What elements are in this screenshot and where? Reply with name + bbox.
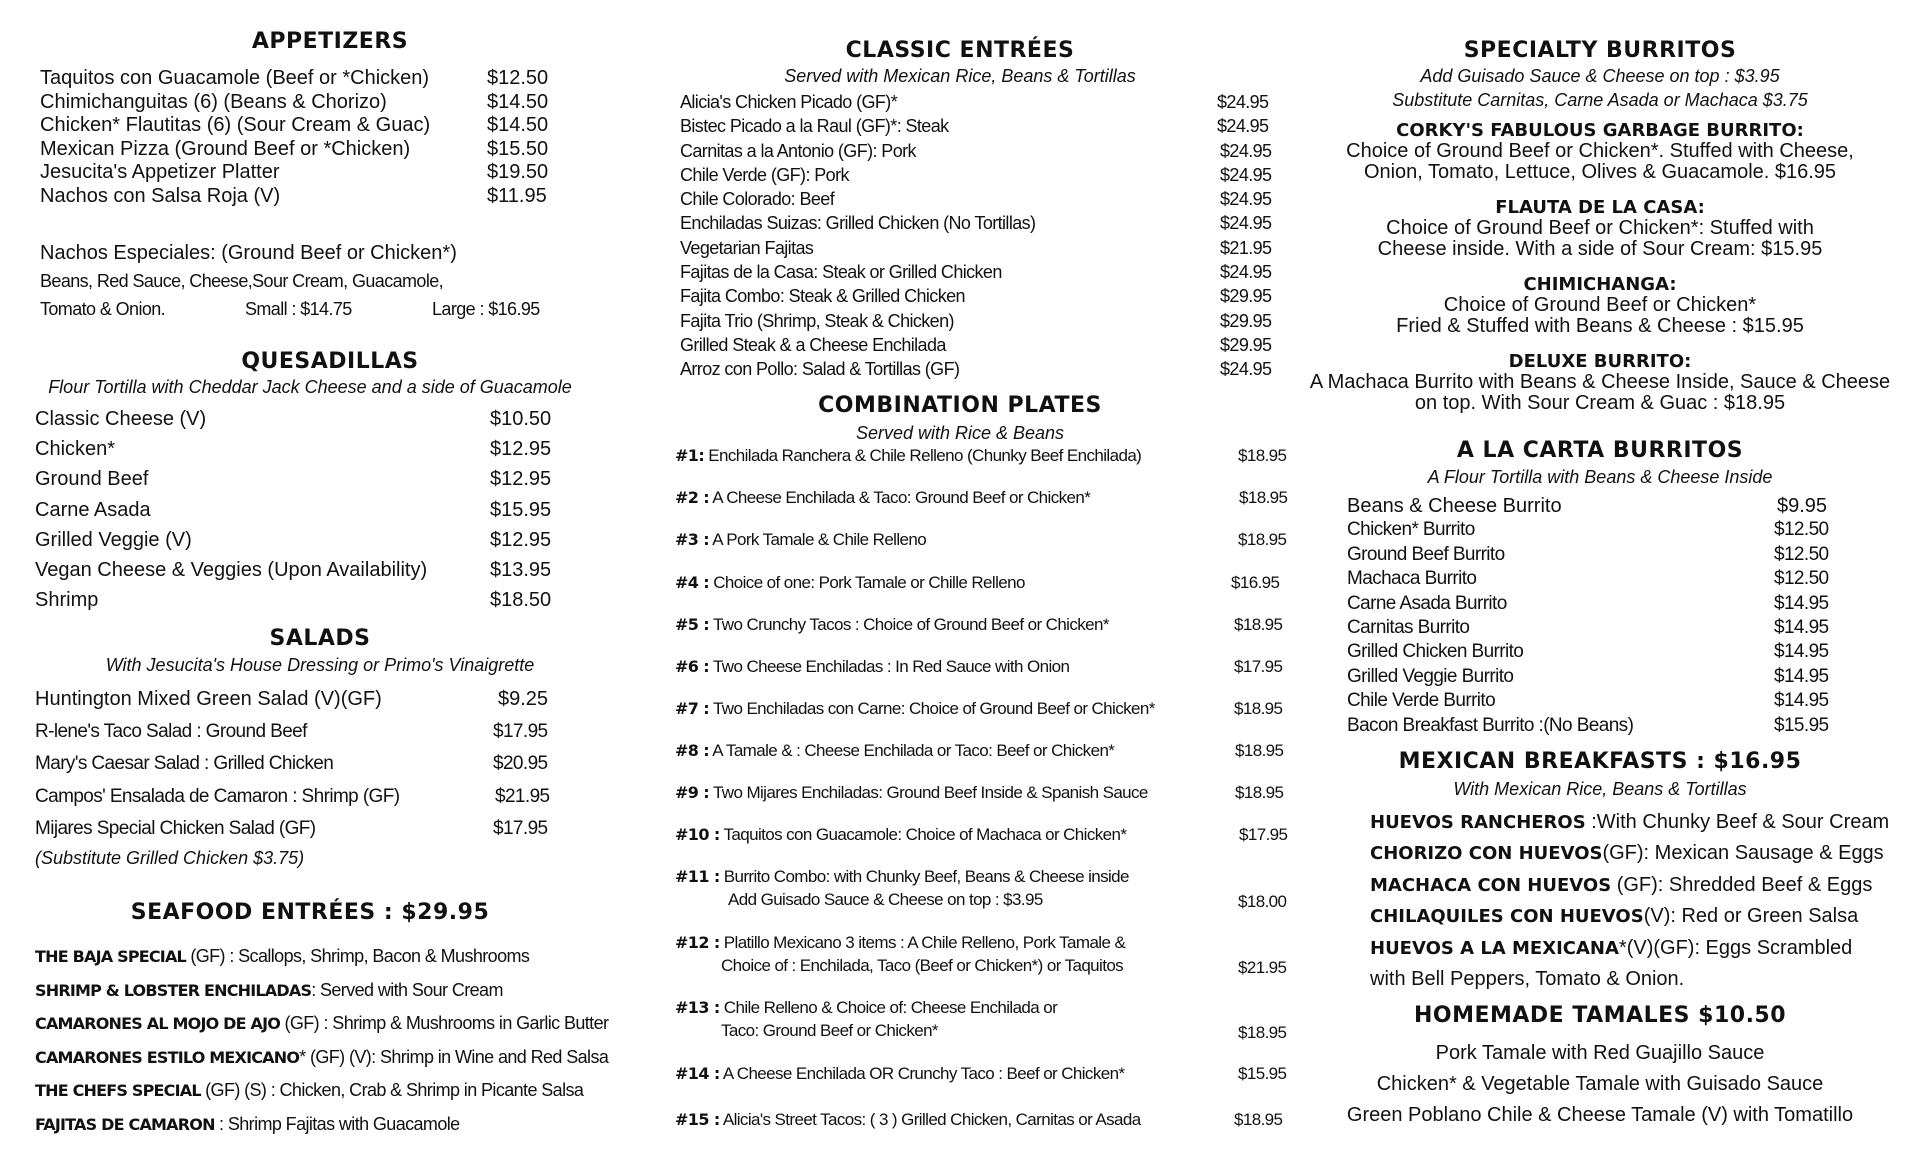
item-name: Vegan Cheese & Veggies (Upon Availability): [35, 559, 428, 582]
item-price: $24.95: [1220, 359, 1272, 380]
specialty-list: [1280, 121, 1920, 414]
item-name: Ground Beef Burrito: [1347, 543, 1505, 565]
combo-number: #14 :: [675, 1064, 720, 1083]
item-price: $19.50: [487, 161, 549, 184]
list-item: [35, 940, 635, 974]
item-price: $24.95: [1217, 92, 1269, 112]
item-name: HUEVOS A LA MEXICANA: [1370, 937, 1619, 959]
item-name: Grilled Chicken Burrito: [1347, 641, 1524, 663]
item-name: Mijares Special Chicken Salad (GF): [35, 818, 316, 839]
list-item: Pork Tamale with Red Guajillo Sauce: [1435, 1042, 1765, 1064]
item-price: $18.95: [1234, 699, 1283, 718]
list-item: [675, 573, 1025, 593]
item-name: Vegetarian Fajitas: [680, 237, 814, 258]
alacarta-subtitle: A Flour Tortilla with Beans & Cheese Inside: [1427, 467, 1773, 487]
item-desc: (GF): Shredded Beef & Eggs: [1611, 873, 1873, 896]
seafood-title: SEAFOOD ENTRÉES : $29.95: [130, 900, 490, 925]
item-price: $29.95: [1220, 310, 1272, 331]
combo-desc: Burrito Combo: with Chunky Beef, Beans & Cheese inside: [723, 867, 1129, 886]
list-item: [675, 699, 1155, 719]
item-name: Fajita Combo: Steak & Grilled Chicken: [680, 286, 965, 307]
item-price: $15.50: [487, 137, 549, 160]
item-price: $18.95: [1235, 783, 1284, 802]
item-name: Carnitas a la Antonio (GF): Pork: [680, 140, 916, 161]
combo-desc: Choice of one: Pork Tamale or Chille Relleno: [713, 573, 1025, 592]
list-item: [35, 1108, 635, 1142]
item-price: $10.50: [490, 408, 552, 430]
item-name: Classic Cheese (V): [35, 408, 207, 430]
quesadillas-title: QUESADILLAS: [241, 349, 419, 374]
item-name: Grilled Veggie (V): [35, 528, 192, 551]
list-item: [1347, 616, 1907, 640]
combo-desc: Platillo Mexicano 3 items : A Chile Relleno, Pork Tamale &: [723, 933, 1126, 952]
list-item: [675, 1064, 1124, 1084]
list-item: [680, 284, 1280, 308]
item-price: $24.95: [1220, 189, 1272, 210]
item-price: $20.95: [493, 753, 548, 774]
item-price: $12.95: [490, 468, 552, 491]
list-item: [680, 236, 1280, 260]
item-price: $24.95: [1220, 164, 1272, 185]
combos-subtitle: Served with Rice & Beans: [855, 423, 1065, 443]
combo-desc: Alicia's Street Tacos: ( 3 ) Grilled Chicken, Carnitas or Asada: [722, 1110, 1141, 1129]
combo-desc: A Pork Tamale & Chile Relleno: [712, 530, 927, 549]
combo-desc: Chile Relleno & Choice of: Cheese Enchilada or: [723, 998, 1058, 1017]
salads-subtitle: With Jesucita's House Dressing or Primo's Vinaigrette: [105, 655, 535, 675]
item-desc: :With Chunky Beef & Sour Cream: [1585, 811, 1890, 833]
item-name: CORKY'S FABULOUS GARBAGE BURRITO:: [1396, 120, 1804, 141]
appetizers-title: APPETIZERS: [251, 29, 409, 54]
list-item: [1347, 543, 1907, 567]
item-desc: (GF) (S) : Chicken, Crab & Shrimp in Picante Salsa: [200, 1080, 584, 1101]
list-item: [1347, 518, 1907, 542]
item-price: $15.95: [490, 498, 552, 521]
specialty-title: SPECIALTY BURRITOS: [1463, 38, 1737, 63]
item-desc: Onion, Tomato, Lettuce, Olives & Guacamole. $16.95: [1363, 161, 1837, 183]
combo-number: #4 :: [675, 573, 710, 592]
combo-number: #5 :: [675, 615, 710, 634]
item-name: Mexican Pizza (Ground Beef or *Chicken): [40, 137, 411, 160]
list-item: [35, 716, 615, 749]
item-price: $17.95: [1234, 657, 1283, 676]
item-price: $24.95: [1220, 140, 1272, 161]
item-name: Fajita Trio (Shrimp, Steak & Chicken): [680, 310, 954, 331]
list-item: [675, 530, 926, 550]
list-item: [1347, 665, 1907, 689]
list-item: [35, 683, 615, 716]
list-item: [35, 1074, 635, 1108]
nachos-especiales: Nachos Especiales: (Ground Beef or Chicken*): [40, 242, 457, 264]
breakfast-last-line: with Bell Peppers, Tomato & Onion.: [1370, 968, 1685, 991]
item-price: $11.95: [487, 184, 547, 207]
list-item: [1347, 494, 1907, 518]
item-price: $18.95: [1234, 615, 1283, 634]
item-desc: Choice of Ground Beef or Chicken*: [1443, 294, 1757, 316]
item-price: $12.50: [1774, 519, 1829, 541]
list-item: [1370, 838, 1920, 869]
item-name: Chicken* Burrito: [1347, 519, 1475, 541]
item-name: Mary's Caesar Salad : Grilled Chicken: [35, 753, 334, 774]
combo-desc: Two Mijares Enchiladas: Ground Beef Inside & Spanish Sauce: [712, 783, 1148, 802]
combo-desc: A Cheese Enchilada & Taco: Ground Beef or Chicken*: [712, 488, 1091, 507]
item-price: $18.95: [1235, 741, 1284, 760]
list-item: [35, 781, 615, 814]
seafood-list: [35, 940, 635, 1142]
item-name: Grilled Steak & a Cheese Enchilada: [680, 334, 946, 355]
list-item: [675, 615, 1109, 635]
item-desc: : Shrimp Fajitas with Guacamole: [214, 1113, 460, 1134]
item-name: Chile Verde (GF): Pork: [680, 164, 849, 185]
combos-title: COMBINATION PLATES: [818, 393, 1102, 418]
combo-number: #9 :: [675, 783, 710, 802]
list-item: [680, 357, 1280, 381]
list-item: [680, 139, 1280, 163]
list-item: [675, 783, 1148, 803]
combo-desc-line2: Taco: Ground Beef or Chicken*: [721, 1021, 938, 1040]
list-item: [1347, 592, 1907, 616]
item-price: $21.95: [1238, 958, 1287, 977]
classic-subtitle: Served with Mexican Rice, Beans & Tortillas: [784, 66, 1136, 86]
item-name: Campos' Ensalada de Camaron : Shrimp (GF): [35, 785, 400, 807]
list-item: [40, 114, 600, 138]
list-item: [680, 187, 1280, 211]
list-item: [35, 404, 615, 434]
item-desc: (GF) : Scallops, Shrimp, Bacon & Mushrooms: [185, 946, 530, 966]
item-desc: Choice of Ground Beef or Chicken*: Stuffed with: [1386, 217, 1814, 239]
nachos-large-price: Large : $16.95: [432, 299, 540, 319]
combo-desc-line2: Choice of : Enchilada, Taco (Beef or Chicken*) or Taquitos: [721, 956, 1124, 975]
item-price: $29.95: [1220, 286, 1272, 307]
list-item: [40, 67, 600, 91]
item-name: Chimichanguitas (6) (Beans & Chorizo): [40, 90, 387, 113]
item-name: Arroz con Pollo: Salad & Tortillas (GF): [680, 359, 960, 380]
item-price: $12.50: [1774, 543, 1829, 565]
breakfast-list: [1370, 807, 1920, 994]
item-price: $18.50: [490, 589, 552, 612]
item-desc: Fried & Stuffed with Beans & Cheese : $15.95: [1396, 315, 1804, 337]
item-name: Carne Asada: [35, 498, 151, 521]
item-price: $18.95: [1238, 1023, 1287, 1042]
item-name: Carnitas Burrito: [1347, 617, 1470, 639]
item-price: $15.95: [1774, 714, 1829, 736]
item-desc: on top. With Sour Cream & Guac : $18.95: [1414, 392, 1786, 414]
combo-number: #8 :: [675, 741, 710, 760]
item-price: $14.95: [1774, 690, 1829, 712]
item-name: Beans & Cheese Burrito: [1347, 495, 1562, 517]
item-name: Ground Beef: [35, 468, 149, 491]
item-price: $24.95: [1220, 213, 1272, 234]
middle-column: [640, 0, 1288, 1166]
combo-number: #7 :: [675, 699, 710, 718]
combo-number: #12 :: [675, 933, 720, 952]
combo-desc: Two Cheese Enchiladas : In Red Sauce with Onion: [712, 657, 1070, 676]
item-name: Enchiladas Suizas: Grilled Chicken (No Tortillas): [680, 213, 1036, 234]
list-item: [675, 741, 1114, 761]
item-price: $14.95: [1774, 617, 1829, 639]
item-name: Bacon Breakfast Burrito :(No Beans): [1347, 714, 1634, 736]
list-item: [40, 138, 600, 162]
item-price: $16.95: [1231, 573, 1280, 592]
item-price: $15.95: [1238, 1064, 1287, 1083]
item-desc: (GF): Mexican Sausage & Eggs: [1602, 842, 1884, 865]
list-item: [40, 91, 600, 115]
list-item: [1370, 901, 1920, 932]
list-item: [680, 333, 1280, 357]
item-name: Bistec Picado a la Raul (GF)*: Steak: [680, 116, 949, 137]
item-desc: Cheese inside. With a side of Sour Cream: $15.95: [1377, 238, 1823, 260]
item-price: $18.95: [1234, 1110, 1283, 1129]
item-name: Fajitas de la Casa: Steak or Grilled Chicken: [680, 262, 1002, 283]
item-name: HUEVOS RANCHEROS: [1370, 812, 1586, 833]
item-price: $14.95: [1774, 665, 1829, 687]
item-name: Nachos con Salsa Roja (V): [40, 184, 281, 207]
item-price: $18.00: [1238, 892, 1287, 911]
list-item: [35, 495, 615, 525]
combo-number: #3 :: [675, 530, 710, 549]
quesadillas-subtitle: Flour Tortilla with Cheddar Jack Cheese and a side of Guacamole: [48, 377, 572, 397]
item-name: Chicken* Flautitas (6) (Sour Cream & Guac): [40, 114, 431, 137]
classic-list: [680, 90, 1280, 382]
salads-list: [35, 683, 615, 846]
combo-number: #11 :: [675, 867, 720, 886]
item-price: $14.50: [487, 90, 549, 113]
item-desc: Choice of Ground Beef or Chicken*. Stuffed with Cheese,: [1346, 140, 1854, 162]
list-item: [35, 813, 615, 846]
item-name: CHORIZO CON HUEVOS: [1370, 843, 1603, 865]
item-price: $12.95: [490, 438, 552, 461]
right-column: [1280, 0, 1920, 1166]
item-name: R-lene's Taco Salad : Ground Beef: [35, 720, 307, 742]
item-desc: (V): Red or Green Salsa: [1643, 905, 1859, 928]
list-item: [675, 446, 1141, 466]
item-name: CHIMICHANGA:: [1523, 274, 1677, 295]
list-item: [35, 555, 615, 585]
list-item: [35, 434, 615, 464]
item-price: $24.95: [1217, 116, 1269, 137]
item-price: $29.95: [1220, 334, 1272, 355]
list-item: [40, 185, 600, 209]
item-name: CHILAQUILES CON HUEVOS: [1370, 906, 1644, 928]
list-item: [35, 974, 635, 1008]
item-price: $21.95: [495, 785, 550, 807]
left-column: [0, 0, 640, 1166]
item-price: $17.95: [1239, 825, 1288, 844]
item-name: Shrimp: [35, 589, 99, 612]
list-item: Green Poblano Chile & Cheese Tamale (V) with Tomatillo: [1346, 1104, 1854, 1126]
item-name: THE BAJA SPECIAL: [35, 947, 186, 966]
item-name: Carne Asada Burrito: [1347, 592, 1507, 614]
combo-desc-line2: Add Guisado Sauce & Cheese on top : $3.95: [728, 890, 1043, 909]
list-item: [680, 260, 1280, 284]
list-item: [1347, 640, 1907, 664]
specialty-subtitle: Add Guisado Sauce & Cheese on top : $3.95: [1420, 66, 1780, 86]
classic-title: CLASSIC ENTRÉES: [845, 38, 1075, 63]
list-item: [1347, 689, 1907, 713]
combo-desc: Taquitos con Guacamole: Choice of Machaca or Chicken*: [723, 825, 1127, 844]
item-name: FLAUTA DE LA CASA:: [1495, 197, 1705, 218]
item-name: Chile Colorado: Beef: [680, 189, 835, 210]
alacarta-title: A LA CARTA BURRITOS: [1456, 438, 1744, 463]
list-item: [35, 585, 615, 615]
list-item: [1370, 870, 1920, 901]
combo-desc: A Cheese Enchilada OR Crunchy Taco : Beef or Chicken*: [722, 1064, 1125, 1083]
list-item: [1347, 567, 1907, 591]
combo-desc: Two Enchiladas con Carne: Choice of Ground Beef or Chicken*: [712, 699, 1155, 718]
item-desc: (GF) : Shrimp & Mushrooms in Garlic Butter: [280, 1013, 609, 1034]
quesadillas-list: [35, 404, 615, 615]
item-price: $12.50: [487, 67, 549, 89]
list-item: [40, 161, 600, 185]
list-item: [675, 825, 1126, 845]
list-item: [1370, 807, 1920, 838]
item-name: MACHACA CON HUEVOS: [1370, 874, 1612, 896]
item-name: Alicia's Chicken Picado (GF)*: [680, 92, 898, 112]
list-item: Chicken* & Vegetable Tamale with Guisado Sauce: [1376, 1073, 1824, 1095]
alacarta-list: [1347, 494, 1907, 738]
list-item: [680, 163, 1280, 187]
tamales-title: HOMEMADE TAMALES $10.50: [1413, 1003, 1787, 1028]
list-item: [35, 1007, 635, 1041]
item-name: FAJITAS DE CAMARON: [35, 1114, 215, 1134]
list-item: [680, 309, 1280, 333]
item-name: Grilled Veggie Burrito: [1347, 665, 1514, 687]
item-price: $14.95: [1774, 641, 1829, 663]
item-name: Chicken*: [35, 438, 116, 461]
list-item: [680, 114, 1280, 138]
list-item: [675, 1110, 1141, 1130]
item-price: $18.95: [1239, 488, 1288, 507]
item-price: $14.95: [1774, 592, 1829, 614]
list-item: [680, 211, 1280, 235]
list-item: [35, 464, 615, 494]
tamales-list: [1280, 1038, 1920, 1131]
item-name: CAMARONES AL MOJO DE AJO: [35, 1014, 281, 1034]
item-price: $17.95: [493, 818, 548, 839]
combo-desc: A Tamale & : Cheese Enchilada or Taco: Beef or Chicken*: [712, 741, 1115, 760]
item-name: Chile Verde Burrito: [1347, 690, 1496, 712]
combo-number: #13 :: [675, 998, 720, 1017]
combo-desc: Two Crunchy Tacos : Choice of Ground Beef or Chicken*: [712, 615, 1109, 634]
nachos-small-price: Small : $14.75: [245, 299, 352, 319]
item-name: SHRIMP & LOBSTER ENCHILADAS: [35, 980, 312, 1000]
item-price: $18.95: [1238, 530, 1287, 549]
item-price: $17.95: [493, 720, 548, 742]
list-item: [680, 90, 1280, 114]
item-name: DELUXE BURRITO:: [1508, 351, 1692, 372]
item-name: THE CHEFS SPECIAL: [35, 1081, 201, 1101]
appetizers-list: [40, 67, 600, 209]
item-price: $9.95: [1777, 495, 1828, 517]
item-price: $12.95: [490, 528, 552, 551]
combo-desc: Enchilada Ranchera & Chile Relleno (Chunky Beef Enchilada): [708, 446, 1142, 465]
list-item: [35, 1041, 635, 1075]
combo-number: #15 :: [675, 1110, 720, 1129]
breakfast-subtitle: With Mexican Rice, Beans & Tortillas: [1453, 779, 1747, 799]
item-price: $24.95: [1220, 262, 1272, 283]
combo-number: #1:: [675, 446, 705, 465]
list-item: [675, 933, 1125, 953]
list-item: [675, 867, 1129, 887]
item-desc: * (GF) (V): Shrimp in Wine and Red Salsa: [299, 1046, 609, 1067]
item-name: Machaca Burrito: [1347, 568, 1477, 590]
item-price: $14.50: [487, 114, 549, 137]
list-item: [675, 657, 1069, 677]
salads-title: SALADS: [269, 626, 371, 651]
item-price: $21.95: [1220, 237, 1272, 258]
combo-number: #6 :: [675, 657, 710, 676]
item-price: $18.95: [1238, 446, 1287, 465]
list-item: [675, 998, 1057, 1018]
breakfast-title: MEXICAN BREAKFASTS : $16.95: [1398, 749, 1802, 774]
item-name: Taquitos con Guacamole (Beef or *Chicken): [40, 67, 430, 89]
list-item: [35, 748, 615, 781]
list-item: [35, 525, 615, 555]
item-name: Huntington Mixed Green Salad (V)(GF): [35, 688, 382, 710]
salads-note: (Substitute Grilled Chicken $3.75): [35, 848, 305, 868]
combo-number: #10 :: [675, 825, 720, 844]
item-desc: A Machaca Burrito with Beans & Cheese Inside, Sauce & Cheese: [1309, 371, 1891, 393]
nachos-especiales-desc: Tomato & Onion.: [40, 299, 166, 319]
item-desc: *(V)(GF): Eggs Scrambled: [1618, 936, 1853, 959]
list-item: [1347, 714, 1907, 738]
item-name: CAMARONES ESTILO MEXICANO: [35, 1047, 300, 1067]
item-price: $12.50: [1774, 568, 1829, 590]
list-item: [1370, 933, 1920, 964]
item-name: Jesucita's Appetizer Platter: [40, 161, 280, 184]
item-price: $9.25: [498, 688, 549, 710]
nachos-especiales-desc: Beans, Red Sauce, Cheese,Sour Cream, Guacamole,: [40, 271, 444, 291]
list-item: [675, 488, 1090, 508]
item-price: $13.95: [490, 559, 552, 582]
combo-number: #2 :: [675, 488, 710, 507]
specialty-subtitle-2: Substitute Carnitas, Carne Asada or Machaca $3.75: [1392, 90, 1808, 110]
item-desc: : Served with Sour Cream: [311, 979, 503, 1000]
